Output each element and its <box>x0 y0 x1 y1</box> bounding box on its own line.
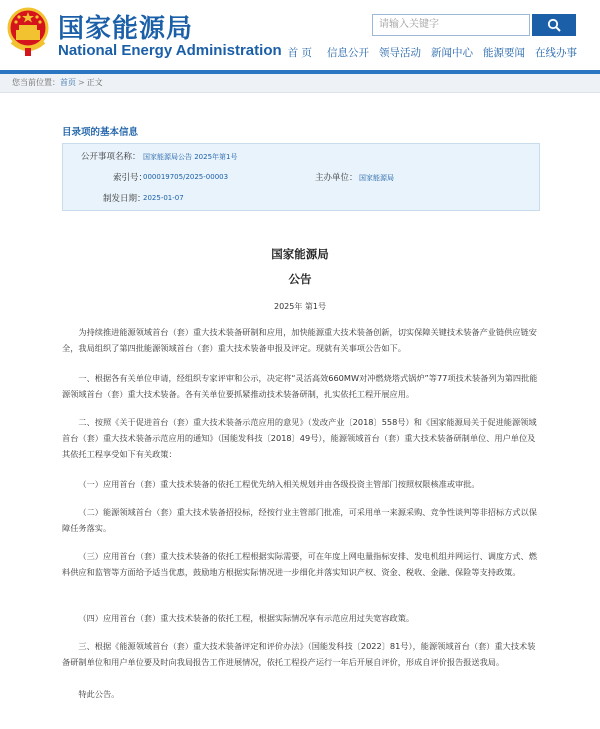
doc-paragraph-1: 一、根据各有关单位申请，经组织专家评审和公示，决定将“灵活高效660MW对冲燃烧塔式锅炉”等77项技术装备列为第四批能源领域首台（套）重大技术装备。各有关单位要抓紧推动技术装备研制，扎实依托工程开展应用。 <box>62 373 538 399</box>
doc-paragraph-2: 二、按照《关于促进首台（套）重大技术装备示范应用的意见》（发改产业〔2018〕558号）和《国家能源局关于促进能源领域首台（套）重大技术装备示范应用的通知》（国能发科技〔2018〕49号），能源领域首台（套）重大技术装备研制单位、用户单位及其依托工程享受如下有关政策： <box>62 417 537 459</box>
site-name-cn[interactable]: 国家能源局 <box>58 14 194 44</box>
nav-item-news-center[interactable]: 新闻中心 <box>431 47 473 59</box>
site-header <box>0 0 600 70</box>
breadcrumb-separator: > <box>78 78 85 87</box>
nav-item-home[interactable]: 首 页 <box>287 47 312 59</box>
doc-type: 公告 <box>288 272 312 286</box>
doc-number: 2025年 第1号 <box>274 302 326 311</box>
doc-paragraph-intro: 为持续推进能源领域首台（套）重大技术装备研制和应用，加快能源重大技术装备创新，切实保障关键技术装备产业链供应链安全，我局组织了第四批能源领域首台（套）重大技术装备申报及评定。现就有关事项公告如下。 <box>62 327 537 353</box>
search-icon <box>547 18 561 32</box>
main-nav <box>283 45 582 60</box>
meta-info-box <box>62 143 540 211</box>
search-button[interactable] <box>532 14 576 36</box>
breadcrumb-current: 正文 <box>86 78 103 87</box>
meta-index-label: 索引号： <box>113 173 148 183</box>
breadcrumb <box>0 74 600 93</box>
meta-index-value: 000019705/2025-00003 <box>143 173 229 181</box>
search-input[interactable]: 请输入关键字 <box>372 14 530 36</box>
national-emblem-icon[interactable] <box>6 6 50 58</box>
meta-section-title: 目录项的基本信息 <box>62 127 139 138</box>
doc-paragraph-2-1: （一）应用首台（套）重大技术装备的依托工程优先纳入相关规划并由各级投资主管部门按照权限核准或审批。 <box>78 479 480 489</box>
meta-date-value: 2025-01-07 <box>143 194 184 202</box>
nav-item-info-disclosure[interactable]: 信息公开 <box>327 47 369 59</box>
doc-org: 国家能源局 <box>271 247 329 261</box>
doc-paragraph-2-2: （二）能源领域首台（套）重大技术装备招投标，经按行业主管部门批准，可采用单一来源采购、竞争性谈判等非招标方式以保障任务落实。 <box>62 507 537 533</box>
nav-item-leader-activities[interactable]: 领导活动 <box>379 47 421 59</box>
doc-paragraph-3: 三、根据《能源领域首台（套）重大技术装备评定和评价办法》（国能发科技〔2022〕81号），能源领域首台（套）重大技术装备研制单位和用户单位要及时向我局报告工作进展情况，依托工程投产运行一年后开展自评价，形成自评价报告报送我局。 <box>62 641 536 667</box>
meta-issuer-value: 国家能源局 <box>359 174 394 182</box>
doc-paragraph-2-4: （四）应用首台（套）重大技术装备的依托工程，根据实际情况享有示范应用过失宽容政策。 <box>78 613 415 623</box>
site-name-en[interactable]: National Energy Administration <box>58 42 282 59</box>
breadcrumb-prefix: 您当前位置： <box>12 78 60 87</box>
meta-issuer-label: 主办单位： <box>315 173 358 183</box>
meta-item-value: 国家能源局公告 2025年第1号 <box>143 153 238 161</box>
doc-paragraph-closing: 特此公告。 <box>78 689 120 699</box>
meta-date-label: 制发日期： <box>103 194 146 204</box>
nav-item-online-services[interactable]: 在线办事 <box>535 47 577 59</box>
breadcrumb-home-link[interactable]: 首页 <box>60 78 76 87</box>
nav-item-energy-news[interactable]: 能源要闻 <box>483 47 525 59</box>
doc-paragraph-2-3: （三）应用首台（套）重大技术装备的依托工程根据实际需要，可在年度上网电量指标安排、发电机组并网运行、调度方式、燃料供应和监管等方面给予适当优惠，鼓励地方根据实际情况进一步细化并落实知识产权、资金、税收、金融、保险等支持政策。 <box>62 551 537 577</box>
meta-item-label: 公开事项名称： <box>81 152 141 162</box>
